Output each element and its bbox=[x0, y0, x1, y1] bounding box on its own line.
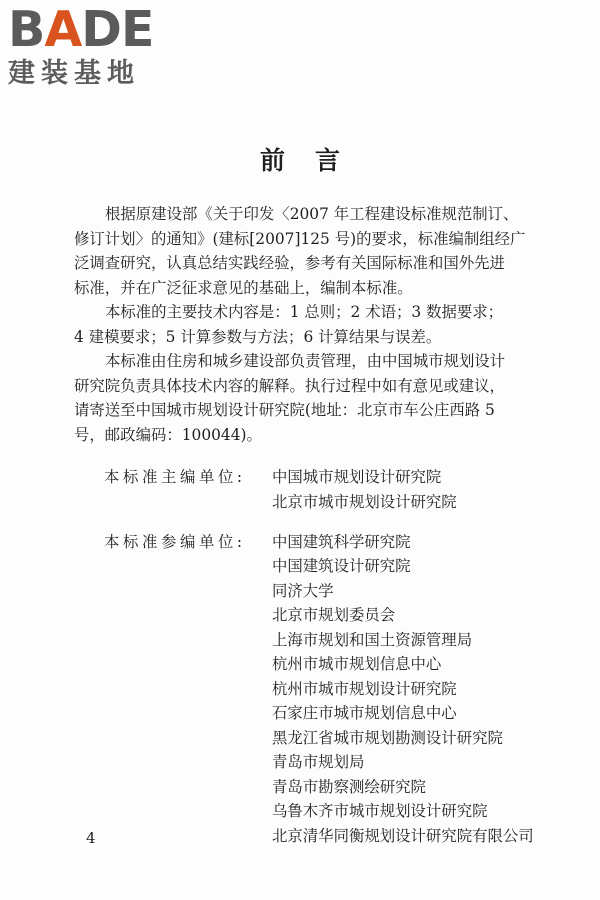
unit-item: 石家庄市城市规划信息中心 bbox=[272, 704, 457, 723]
paragraph-line: 请寄送至中国城市规划设计研究院(地址：北京市车公庄西路 5 bbox=[74, 401, 495, 419]
paragraph-management bbox=[74, 349, 540, 447]
logo-mark-end: DE bbox=[81, 1, 154, 58]
unit-item: 同济大学 bbox=[272, 581, 334, 600]
brand-logo bbox=[8, 1, 178, 90]
chief-units-list bbox=[272, 465, 574, 514]
unit-item: 中国建筑科学研究院 bbox=[272, 532, 411, 551]
participating-units-group bbox=[74, 530, 574, 849]
unit-item: 中国建筑设计研究院 bbox=[272, 557, 411, 576]
logo-mark bbox=[8, 1, 178, 58]
paragraph-line: 修订计划〉的通知》(建标[2007]125 号)的要求，标准编制组经广 bbox=[74, 229, 526, 248]
participating-units-label: 本标准参编单位: bbox=[104, 532, 246, 551]
paragraph-line: 泛调查研究，认真总结实践经验，参考有关国际标准和国外先进 bbox=[74, 254, 505, 272]
participating-units-list bbox=[272, 530, 574, 849]
paragraph-background bbox=[74, 202, 540, 300]
unit-item: 青岛市勘察测绘研究院 bbox=[272, 777, 426, 796]
paragraph-line: 4 建模要求；5 计算参数与方法；6 计算结果与误差。 bbox=[74, 327, 442, 346]
page-title: 前言 bbox=[259, 146, 370, 175]
unit-item: 杭州市城市规划设计研究院 bbox=[272, 679, 457, 698]
paragraph-line: 本标准的主要技术内容是：1 总则；2 术语；3 数据要求； bbox=[105, 303, 504, 321]
paragraph-line: 本标准由住房和城乡建设部负责管理，由中国城市规划设计 bbox=[105, 352, 506, 370]
logo-mark-start: B bbox=[8, 1, 45, 58]
editing-units bbox=[74, 450, 574, 864]
paragraph-contents bbox=[74, 300, 540, 349]
paragraph-line: 研究院负责具体技术内容的解释。执行过程中如有意见或建议， bbox=[74, 376, 505, 395]
logo-mark-accent: A bbox=[44, 1, 82, 58]
page-number: 4 bbox=[86, 829, 96, 847]
unit-item: 黑龙江省城市规划勘测设计研究院 bbox=[272, 728, 503, 747]
paragraph-line: 标准，并在广泛征求意见的基础上，编制本标准。 bbox=[74, 278, 413, 297]
unit-item: 北京清华同衡规划设计研究院有限公司 bbox=[272, 826, 534, 845]
unit-item: 北京市规划委员会 bbox=[272, 606, 396, 625]
unit-item: 上海市规划和国土资源管理局 bbox=[272, 630, 473, 649]
unit-item: 北京市城市规划设计研究院 bbox=[272, 492, 457, 511]
unit-item: 杭州市城市规划信息中心 bbox=[272, 655, 442, 674]
logo-subtitle: 建装基地 bbox=[8, 58, 140, 89]
unit-item: 乌鲁木齐市城市规划设计研究院 bbox=[272, 802, 488, 821]
unit-item: 青岛市规划局 bbox=[272, 753, 365, 772]
chief-units-label: 本标准主编单位: bbox=[104, 468, 246, 487]
chief-units-group bbox=[74, 465, 574, 514]
unit-item: 中国城市规划设计研究院 bbox=[272, 468, 442, 487]
paragraph-line: 根据原建设部《关于印发〈2007 年工程建设标准规范制订、 bbox=[105, 205, 519, 223]
paragraph-line: 号，邮政编码：100044)。 bbox=[74, 425, 262, 444]
